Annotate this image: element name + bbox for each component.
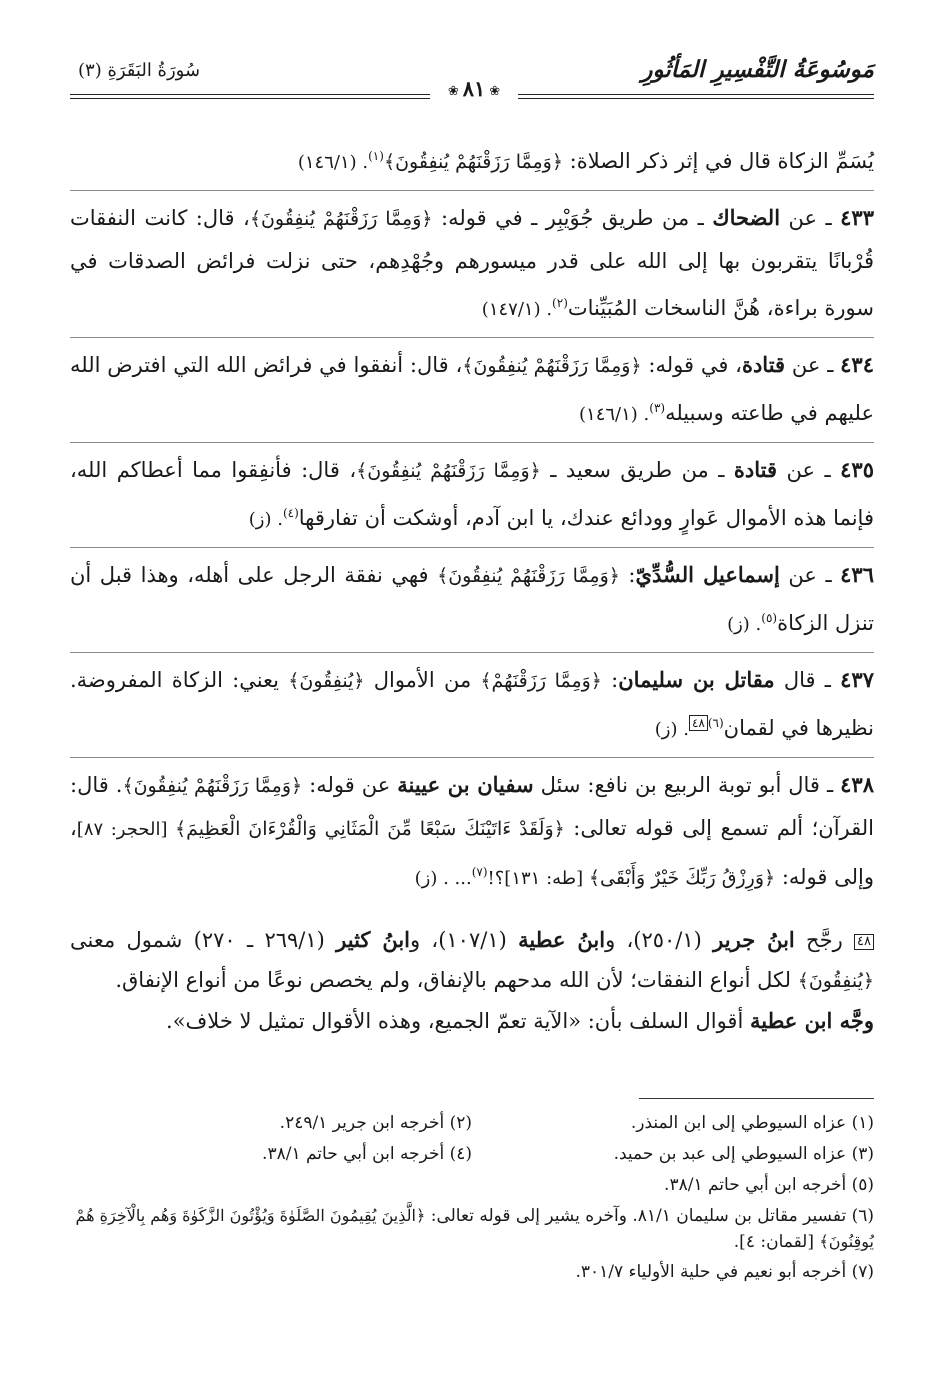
volume-ref: . (١٤٦/١) [579, 404, 650, 425]
entry-number: ٤٣٣ [840, 205, 874, 230]
entry-divider [70, 442, 874, 443]
footnote-ref: (٤) [282, 506, 299, 520]
book-title: مَوسُوعَةُ التَّفْسِيرِ المَأثُورِ [641, 56, 874, 83]
surah-title: سُورَةُ البَقَرَةِ (٣) [78, 60, 201, 81]
narrator-name: إسماعيل السُّدِّيّ [635, 562, 780, 587]
narrator-name: قتادة [733, 457, 778, 482]
quran-verse: ﴿وَرِزْقُ رَبِّكَ خَيْرٌ وَأَبْقَى﴾ [588, 867, 776, 889]
entry-text: عن قوله: [302, 773, 398, 797]
commentary-text: (٢٥٠/١)، و [605, 928, 714, 952]
entry-text: ـ عن [777, 458, 841, 482]
entry-divider [70, 652, 874, 653]
entry-436 [70, 554, 874, 646]
footnote-row [70, 1108, 874, 1139]
quran-verse: ﴿يُنفِقُونَ﴾ [797, 970, 874, 992]
quran-verse: ﴿وَلَقَدْ ءَاتَيْنَكَ سَبْعًا مِّنَ الْمَثَانِي وَالْقُرْءَانَ الْعَظِيمَ﴾ [175, 818, 565, 840]
commentary-section [70, 920, 874, 1041]
footnote-text: [لقمان: ٤]. [733, 1232, 820, 1252]
volume-ref: . (ز) [727, 614, 762, 635]
commentary-number-box: ٤٨ [854, 934, 874, 950]
footnote-row [70, 1139, 874, 1170]
surah-ref: [الحجر: ٨٧] [76, 819, 176, 840]
entry-text: يعني: الزكاة المفروضة. نظيرها في لقمان [70, 668, 874, 740]
footnote-5: (٥) أخرجه ابن أبي حاتم ٣٨/١. [664, 1175, 874, 1195]
page-number-block [430, 76, 518, 104]
ornament-icon: ❀ [447, 84, 459, 99]
scholar-name: ابنُ جرير [713, 927, 795, 952]
footnote-row [70, 1257, 874, 1288]
entry-text: ـ من طريق جُوَيْبِر ـ في قوله: [432, 206, 713, 230]
scholar-name: وجَّه ابن عطية [749, 1008, 874, 1033]
footnote-2: (٢) أخرجه ابن جرير ٢٤٩/١. [279, 1113, 472, 1133]
scholar-name: ابنُ كثير [336, 927, 410, 952]
commentary-text: (٢٦٩/١ ـ ٢٧٠) شمول معنى [70, 928, 337, 952]
narrator-name: قتادة [741, 352, 786, 377]
entry-text: ، وإلى قوله: [70, 816, 874, 889]
entry-text: ـ عن [780, 206, 841, 230]
footnote-ref: (٦) [707, 716, 724, 730]
entry-text: : [601, 668, 619, 692]
entry-text: ، في قوله: [641, 353, 742, 377]
volume-ref: . (ز) [654, 719, 689, 740]
entry-divider [70, 757, 874, 758]
narrator-name: الضحاك [712, 205, 781, 230]
page-number: ٨١ [462, 76, 486, 101]
narrator-name: مقاتل بن سليمان [618, 667, 775, 692]
quran-verse: ﴿وَمِمَّا رَزَقْنَهُمْ يُنفِقُونَ﴾ [249, 208, 433, 230]
commentary-text: (١٠٧/١)، و [410, 928, 519, 952]
footnote-1: (١) عزاه السيوطي إلى ابن المنذر. [630, 1113, 874, 1133]
volume-ref: . (١٤٧/١) [481, 299, 553, 320]
quran-verse: ﴿الَّذِينَ يُقِيمُونَ الصَّلَوٰةَ وَيُؤْتُونَ الزَّكَوٰةَ وَهُم بِالْآخِرَةِ هُمْ يُوقِنُونَ﴾ [75, 1206, 874, 1251]
scholar-name: ابنُ عطية [518, 927, 606, 952]
entry-divider [70, 190, 874, 191]
commentary-paragraph [70, 920, 874, 1001]
quran-verse: ﴿وَمِمَّا رَزَقْنَهُمْ يُنفِقُونَ﴾ [356, 460, 541, 482]
volume-ref: ... . (ز) [414, 868, 472, 889]
volume-ref: . (ز) [248, 509, 283, 530]
entry-number: ٤٣٦ [840, 562, 874, 587]
entry-435 [70, 449, 874, 541]
footnote-row [70, 1201, 874, 1257]
commentary-text: أقوال السلف بأن: «الآية تعمّ الجميع، وهذه الأقوال تمثيل لا خلاف». [166, 1009, 750, 1033]
entry-number: ٤٣٥ [840, 457, 874, 482]
footnote-7: (٧) أخرجه أبو نعيم في حلية الأولياء ٣٠١/٧. [575, 1262, 874, 1282]
volume-ref: . (١٤٦/١) [297, 152, 369, 173]
entry-number: ٤٣٧ [840, 667, 874, 692]
entry-434 [70, 344, 874, 436]
footnote-6 [70, 1201, 874, 1257]
entry-text: ، قال: أنفقوا في فرائض الله التي افترض الله عليهم في طاعته وسبيله [70, 353, 874, 425]
quran-verse: ﴿وَمِمَّا رَزَقْنَهُمْ يُنفِقُونَ﴾ [122, 775, 303, 797]
commentary-text: رجَّح [794, 928, 855, 952]
footnote-3: (٣) عزاه السيوطي إلى عبد بن حميد. [613, 1144, 874, 1164]
entry-text: . قال: القرآن؛ ألم تسمع إلى قوله تعالى: [70, 773, 875, 840]
entry-number: ٤٣٤ [840, 352, 874, 377]
footnote-text: (٦) تفسير مقاتل بن سليمان ٨١/١. وآخره يشير إلى قوله تعالى: [425, 1206, 874, 1226]
entry-text: فهي نفقة الرجل على أهله، وهذا قبل أن تنزل الزكاة [70, 563, 874, 635]
main-text [70, 135, 874, 906]
footnote-ref: (٥) [761, 611, 778, 625]
entry-text: ـ عن [785, 353, 841, 377]
entry-divider [70, 337, 874, 338]
quran-verse: ﴿وَمِمَّا رَزَقْنَهُمْ يُنفِقُونَ﴾ [462, 355, 642, 377]
narrator-name: سفيان بن عيينة [397, 772, 534, 797]
entry-number: ٤٣٨ [840, 772, 874, 797]
intro-paragraph [70, 135, 874, 184]
footnote-ref: (٣) [649, 401, 666, 415]
footnote-rule [639, 1098, 874, 1099]
entry-433 [70, 197, 874, 331]
quran-verse: ﴿يُنفِقُونَ﴾ [288, 670, 365, 692]
entry-437 [70, 659, 874, 751]
quran-verse: ﴿وَمِمَّا رَزَقْنَهُمْ﴾ [480, 670, 602, 692]
entry-438 [70, 764, 874, 900]
page-header [70, 52, 874, 104]
entry-text: ـ قال أبو توبة الربيع بن نافع: سئل [533, 773, 841, 797]
commentary-ref-box: ٤٨ [689, 715, 708, 731]
entry-text: ـ قال [774, 668, 841, 692]
entry-text: ـ من طريق سعيد ـ [540, 458, 734, 482]
footnote-ref: (٢) [552, 296, 568, 310]
entry-text: ، قال: فأنفِقوا مما أعطاكم الله، فإنما هذه الأموال عَوارٍ وودائع عندك، يا ابن آدم، أوشكت أن تفارقها [70, 458, 874, 530]
footnote-ref: (٧) [471, 865, 488, 879]
quran-verse: ﴿وَمِمَّا رَزَقْنَهُمْ يُنفِقُونَ﴾ [383, 151, 563, 173]
quran-verse: ﴿وَمِمَّا رَزَقْنَهُمْ يُنفِقُونَ﴾ [437, 565, 620, 587]
commentary-text: لكل أنواع النفقات؛ لأن الله مدحهم بالإنفاق، ولم يخصص نوعًا من أنواع الإنفاق. [115, 968, 798, 992]
commentary-paragraph [70, 1001, 874, 1041]
surah-ref: [طه: ١٣١]؟! [487, 868, 589, 889]
ornament-icon: ❀ [489, 84, 501, 99]
entry-text: من الأموال [364, 668, 481, 692]
entry-text: ـ عن [779, 563, 841, 587]
entry-divider [70, 547, 874, 548]
intro-text: يُسَمِّ الزكاة قال في إثر ذكر الصلاة: [563, 149, 874, 173]
footnote-ref: (١) [368, 149, 384, 163]
footnotes [70, 1108, 874, 1288]
entry-text: ، قال: كانت النفقات قُرْبانًا يتقربون بها إلى الله على قدر ميسورهم وجُهْدِهم، حتى نزلت فرائض الصدقات في سورة براءة، هُنَّ الناسخات المُبَيِّنات [70, 206, 874, 320]
footnote-4: (٤) أخرجه ابن أبي حاتم ٣٨/١. [262, 1144, 472, 1164]
entry-text: : [619, 563, 636, 587]
footnote-row [70, 1170, 874, 1201]
